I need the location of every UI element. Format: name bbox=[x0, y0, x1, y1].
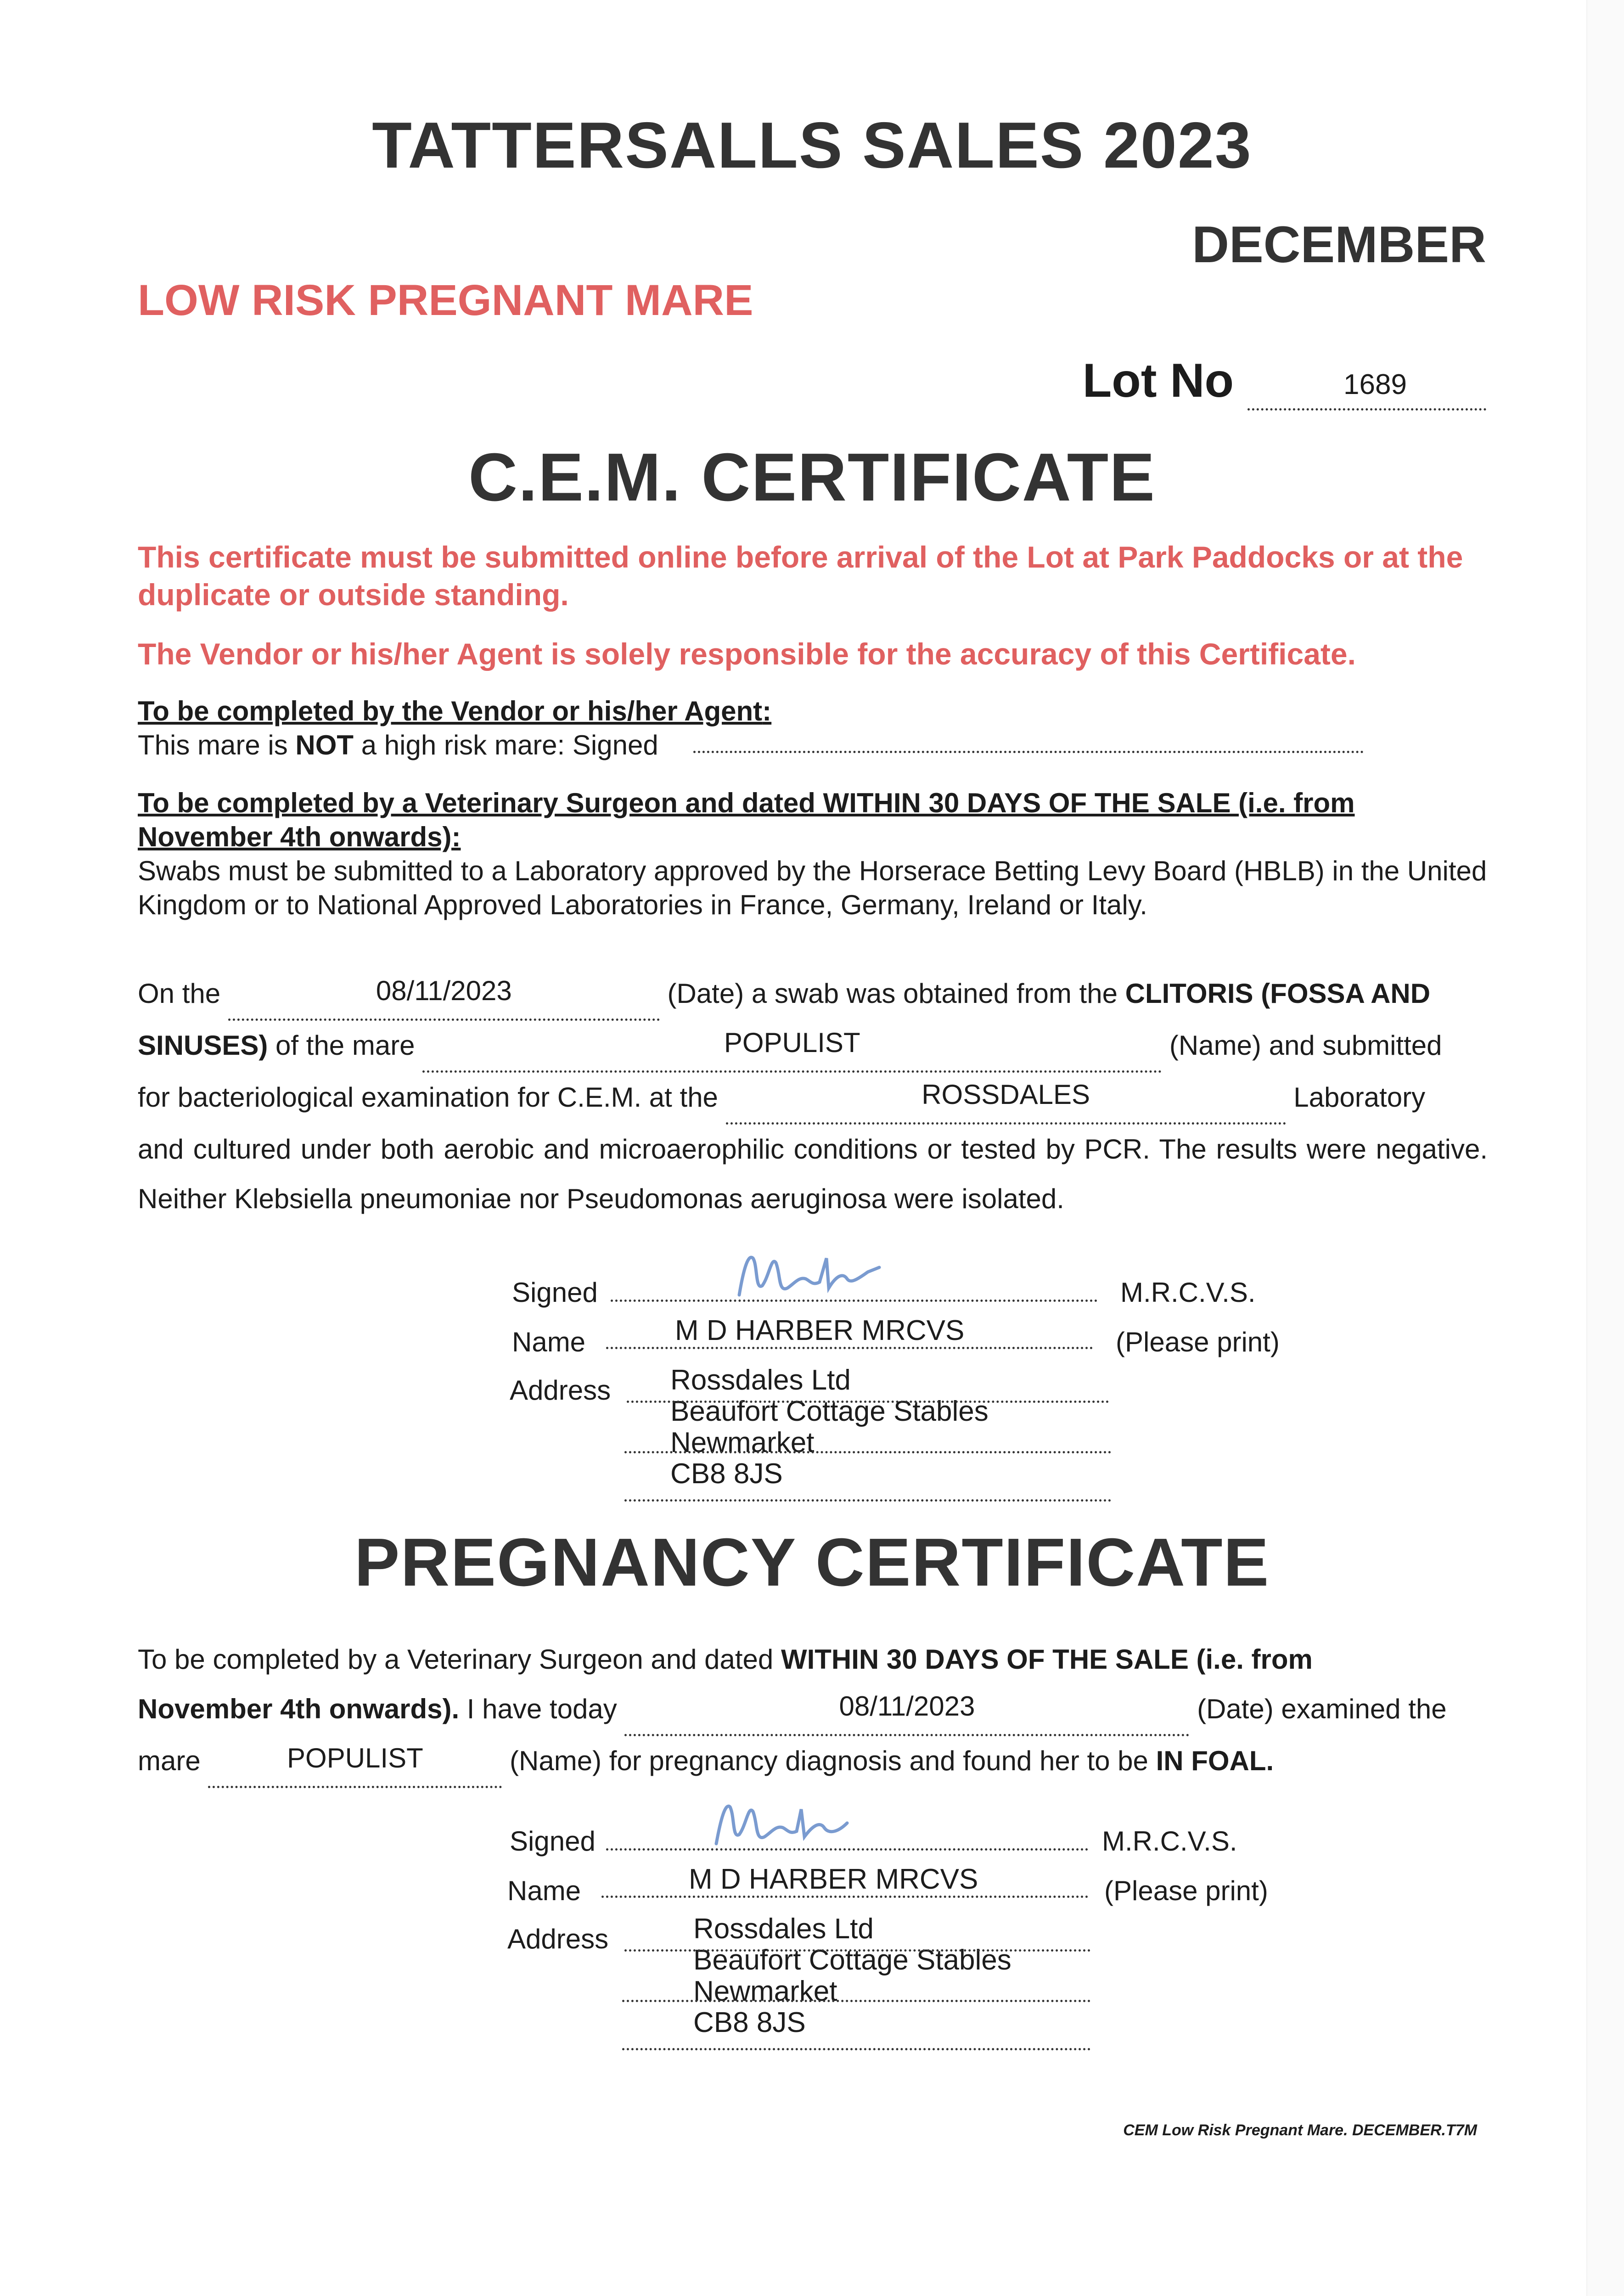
cem-please-print: (Please print) bbox=[1116, 1327, 1280, 1357]
cem-signed-label: Signed bbox=[512, 1277, 598, 1308]
lot-number-value: 1689 bbox=[1343, 369, 1407, 400]
preg-signed-label: Signed bbox=[510, 1826, 596, 1857]
cem-address bbox=[624, 1365, 1111, 1490]
cem-address-line-4: CB8 8JS bbox=[670, 1458, 783, 1490]
swab-requirements: Swabs must be submitted to a Laboratory approved by the Horserace Betting Levy Board (HBLB) in the United Kingdom or to National Approved Laboratories in France, Germany, Ireland or Italy. bbox=[138, 855, 1487, 920]
cem-name-label: Name bbox=[512, 1327, 586, 1357]
lot-number-row bbox=[1083, 354, 1486, 411]
pregnancy-certificate-title: PREGNANCY CERTIFICATE bbox=[354, 1525, 1270, 1600]
cem-address-line-dots-2 bbox=[624, 1451, 1111, 1453]
cem-address-line-1: Rossdales Ltd bbox=[670, 1364, 851, 1396]
preg-line-1: To be completed by a Veterinary Surgeon and dated WITHIN 30 DAYS OF THE SALE (i.e. from bbox=[138, 1644, 1313, 1675]
cem-address-line-dots-1 bbox=[627, 1401, 1109, 1403]
preg-address-line-dots-3 bbox=[622, 2048, 1090, 2050]
preg-signature bbox=[707, 1791, 854, 1855]
preg-address-line-dots-1 bbox=[624, 1949, 1090, 1952]
cem-signature bbox=[730, 1240, 886, 1309]
scan-edge bbox=[1586, 0, 1624, 2296]
cem-address-line-3: Newmarket bbox=[670, 1427, 815, 1458]
vendor-signature-line[interactable] bbox=[693, 751, 1364, 753]
cem-address-line-dots-3 bbox=[624, 1499, 1111, 1502]
preg-line-2: November 4th onwards). I have today 08/11/2023 (Date) examined the bbox=[138, 1684, 1488, 1736]
preg-please-print: (Please print) bbox=[1104, 1875, 1268, 1906]
lot-label: Lot No bbox=[1082, 354, 1234, 407]
cem-mrcvs-label: M.R.C.V.S. bbox=[1120, 1277, 1256, 1308]
vet-section: To be completed by a Veterinary Surgeon and dated WITHIN 30 DAYS OF THE SALE (i.e. from November 4th onwards): Swabs must be submitted to a Laboratory approved by the Horserace Betting Levy Board (HBLB) in the United Kingdom or to National Approved Laboratories in France, Germany, Ireland or Italy. bbox=[138, 788, 1487, 920]
sale-month: DECEMBER bbox=[1192, 216, 1486, 273]
preg-mrcvs-label: M.R.C.V.S. bbox=[1102, 1826, 1237, 1857]
responsibility-notice: The Vendor or his/her Agent is solely responsible for the accuracy of this Certificate. bbox=[138, 637, 1356, 671]
preg-address-line-dots-2 bbox=[622, 2000, 1090, 2002]
pregnancy-mare-name-field[interactable]: POPULIST bbox=[208, 1736, 502, 1788]
preg-address-line-4: CB8 8JS bbox=[693, 2007, 806, 2038]
cem-line-1: On the 08/11/2023 (Date) a swab was obtained from the CLITORIS (FOSSA AND bbox=[138, 969, 1488, 1021]
cem-address-label: Address bbox=[510, 1375, 611, 1406]
pregnancy-statement bbox=[138, 1635, 1488, 1788]
cem-mare-name-field[interactable]: POPULIST bbox=[422, 1021, 1162, 1073]
preg-address-line-2: Beaufort Cottage Stables bbox=[693, 1944, 1011, 1976]
cem-vet-name-field[interactable]: M D HARBER MRCVS bbox=[606, 1314, 1093, 1349]
submission-notice: This certificate must be submitted online before arrival of the Lot at Park Paddocks or at the duplicate or outside standing. bbox=[138, 540, 1463, 612]
cem-address-line-2: Beaufort Cottage Stables bbox=[670, 1396, 989, 1427]
cem-certificate-title: C.E.M. CERTIFICATE bbox=[468, 439, 1156, 515]
preg-address bbox=[624, 1913, 1097, 2038]
vendor-heading: To be completed by the Vendor or his/her Agent bbox=[138, 696, 763, 726]
cem-statement bbox=[138, 969, 1488, 1224]
cem-results: and cultured under both aerobic and microaerophilic conditions or tested by PCR. The results were negative. Neither Klebsiella pneumoniae nor Pseudomonas aeruginosa were isolated. bbox=[138, 1134, 1488, 1214]
preg-vet-name-field[interactable]: M D HARBER MRCVS bbox=[601, 1863, 1088, 1898]
vendor-section: To be completed by the Vendor or his/her Agent: This mare is NOT a high risk mare: Signed bbox=[138, 696, 772, 760]
sales-title: TATTERSALLS SALES 2023 bbox=[372, 109, 1252, 182]
preg-name-label: Name bbox=[507, 1875, 581, 1906]
lot-number-field bbox=[1248, 354, 1486, 411]
laboratory-field[interactable]: ROSSDALES bbox=[726, 1073, 1286, 1125]
vet-heading: To be completed by a Veterinary Surgeon and dated WITHIN 30 DAYS OF THE SALE (i.e. from November 4th onwards) bbox=[138, 788, 1355, 852]
preg-line-3: mare POPULIST (Name) for pregnancy diagnosis and found her to be IN FOAL. bbox=[138, 1736, 1488, 1788]
vendor-line: This mare is NOT a high risk mare: Signed bbox=[138, 730, 658, 760]
preg-address-label: Address bbox=[507, 1924, 609, 1954]
preg-address-line-3: Newmarket bbox=[693, 1975, 837, 2007]
pregnancy-date-field[interactable]: 08/11/2023 bbox=[624, 1684, 1189, 1736]
swab-date-field[interactable]: 08/11/2023 bbox=[228, 969, 660, 1021]
preg-address-line-1: Rossdales Ltd bbox=[693, 1913, 874, 1945]
cem-line-2: SINUSES) of the mare POPULIST (Name) and submitted bbox=[138, 1021, 1488, 1073]
cem-line-3: for bacteriological examination for C.E.M. at the ROSSDALES Laboratory bbox=[138, 1073, 1488, 1125]
category-label: LOW RISK PREGNANT MARE bbox=[138, 276, 753, 325]
form-reference: CEM Low Risk Pregnant Mare. DECEMBER.T7M bbox=[1123, 2122, 1477, 2139]
